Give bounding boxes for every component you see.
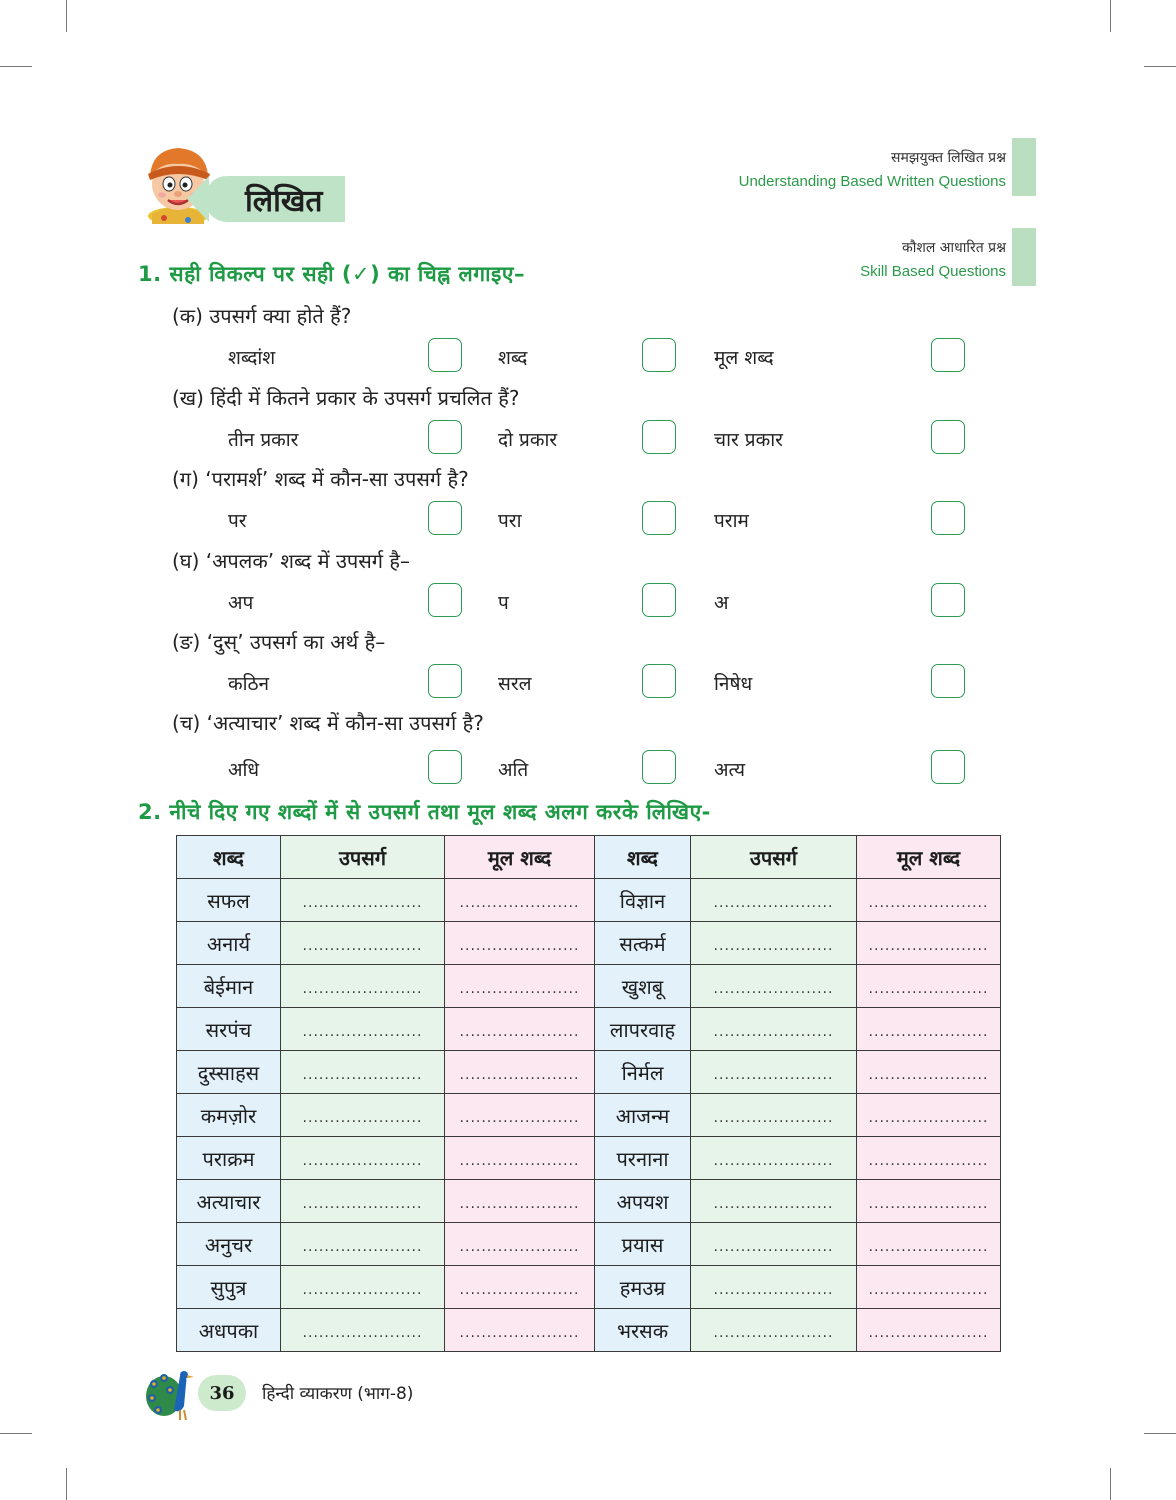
blank-line: ...................... <box>868 1239 989 1255</box>
tag-english: Skill Based Questions <box>860 263 1006 280</box>
word-cell <box>177 1223 281 1266</box>
option-label: अ <box>714 592 729 614</box>
answer-checkbox[interactable] <box>428 501 462 535</box>
sub-question: (घ) ‘अपलक’ शब्द में उपसर्ग है– <box>172 549 411 573</box>
tag-hindi: समझयुक्त लिखित प्रश्न <box>891 150 1006 166</box>
option-label: पर <box>228 510 247 532</box>
table-row <box>177 1223 1001 1266</box>
answer-checkbox[interactable] <box>931 583 965 617</box>
word-text: विज्ञान <box>619 888 666 913</box>
question-1-title: 1. सही विकल्प पर सही (✓) का चिह्न लगाइए– <box>138 262 525 286</box>
word-cell <box>177 1137 281 1180</box>
crop-mark <box>1144 66 1176 67</box>
blank-line: ...................... <box>868 1153 989 1169</box>
prefix-answer-blank[interactable] <box>691 1180 857 1223</box>
word-text: बेईमान <box>203 974 254 999</box>
blank-line: ...................... <box>459 981 580 997</box>
answer-checkbox[interactable] <box>642 501 676 535</box>
prefix-answer-blank[interactable] <box>281 1137 445 1180</box>
answer-checkbox[interactable] <box>931 501 965 535</box>
root-answer-blank[interactable] <box>445 965 595 1008</box>
answer-checkbox[interactable] <box>642 338 676 372</box>
answer-checkbox[interactable] <box>428 420 462 454</box>
root-answer-blank[interactable] <box>857 1008 1001 1051</box>
prefix-answer-blank[interactable] <box>691 879 857 922</box>
option-label: कठिन <box>228 673 270 695</box>
blank-line: ...................... <box>459 1024 580 1040</box>
word-cell <box>595 1309 691 1352</box>
root-answer-blank[interactable] <box>445 1008 595 1051</box>
sub-question: (ग) ‘परामर्श’ शब्द में कौन-सा उपसर्ग है? <box>172 467 469 491</box>
word-text: सत्कर्म <box>619 931 666 956</box>
word-cell <box>177 922 281 965</box>
crop-mark <box>1110 0 1111 32</box>
table-row <box>177 1266 1001 1309</box>
blank-line: ...................... <box>459 1110 580 1126</box>
word-text: आजन्म <box>615 1103 670 1128</box>
word-cell <box>177 1008 281 1051</box>
crop-mark <box>0 66 32 67</box>
prefix-answer-blank[interactable] <box>281 1309 445 1352</box>
answer-checkbox[interactable] <box>642 664 676 698</box>
option-label: अति <box>498 759 529 781</box>
blank-line: ...................... <box>713 1196 834 1212</box>
table-row <box>177 1094 1001 1137</box>
word-cell <box>177 1309 281 1352</box>
root-answer-blank[interactable] <box>857 965 1001 1008</box>
blank-line: ...................... <box>868 938 989 954</box>
table-row <box>177 1137 1001 1180</box>
blank-line: ...................... <box>868 981 989 997</box>
word-text: प्रयास <box>621 1232 664 1257</box>
root-answer-blank[interactable] <box>445 879 595 922</box>
word-text: अनुचर <box>204 1232 253 1257</box>
word-cell <box>595 1266 691 1309</box>
blank-line: ...................... <box>302 1110 423 1126</box>
root-answer-blank[interactable] <box>857 922 1001 965</box>
blank-line: ...................... <box>302 1024 423 1040</box>
table-row <box>177 1309 1001 1352</box>
option-label: शब्द <box>498 347 528 369</box>
prefix-answer-blank[interactable] <box>691 1094 857 1137</box>
word-text: परनाना <box>616 1146 669 1171</box>
prefix-answer-blank[interactable] <box>691 1223 857 1266</box>
prefix-answer-blank[interactable] <box>691 1137 857 1180</box>
blank-line: ...................... <box>868 1067 989 1083</box>
answer-checkbox[interactable] <box>642 750 676 784</box>
table-row <box>177 879 1001 922</box>
prefix-answer-blank[interactable] <box>281 1051 445 1094</box>
blank-line: ...................... <box>868 1110 989 1126</box>
blank-line: ...................... <box>868 1325 989 1341</box>
blank-line: ...................... <box>459 1239 580 1255</box>
sub-question: (च) ‘अत्याचार’ शब्द में कौन-सा उपसर्ग है? <box>172 711 484 735</box>
blank-line: ...................... <box>302 1196 423 1212</box>
word-cell <box>177 1180 281 1223</box>
blank-line: ...................... <box>302 1325 423 1341</box>
word-text: सरपंच <box>205 1017 252 1042</box>
blank-line: ...................... <box>713 1325 834 1341</box>
root-answer-blank[interactable] <box>445 922 595 965</box>
word-text: भरसक <box>616 1318 669 1343</box>
blank-line: ...................... <box>713 1024 834 1040</box>
root-answer-blank[interactable] <box>445 1223 595 1266</box>
root-answer-blank[interactable] <box>445 1180 595 1223</box>
root-answer-blank[interactable] <box>445 1266 595 1309</box>
root-answer-blank[interactable] <box>857 1180 1001 1223</box>
word-cell <box>595 1137 691 1180</box>
root-answer-blank[interactable] <box>857 1137 1001 1180</box>
header-prefix: उपसर्ग <box>281 836 445 879</box>
blank-line: ...................... <box>713 1282 834 1298</box>
option-label: दो प्रकार <box>498 429 558 451</box>
root-answer-blank[interactable] <box>445 1051 595 1094</box>
table-row <box>177 1008 1001 1051</box>
root-answer-blank[interactable] <box>857 879 1001 922</box>
word-text: सफल <box>207 888 250 913</box>
prefix-answer-blank[interactable] <box>691 1266 857 1309</box>
word-cell <box>595 965 691 1008</box>
option-label: सरल <box>498 673 532 695</box>
section-label: लिखित <box>245 183 323 219</box>
word-text: लापरवाह <box>609 1017 676 1042</box>
word-text: पराक्रम <box>202 1146 255 1171</box>
root-answer-blank[interactable] <box>857 1309 1001 1352</box>
root-answer-blank[interactable] <box>445 1094 595 1137</box>
table-row <box>177 965 1001 1008</box>
blank-line: ...................... <box>302 1282 423 1298</box>
word-text: दुस्साहस <box>197 1060 260 1085</box>
prefix-answer-blank[interactable] <box>281 922 445 965</box>
option-label: अत्य <box>714 759 746 781</box>
blank-line: ...................... <box>868 1196 989 1212</box>
option-label: चार प्रकार <box>714 429 783 451</box>
answer-checkbox[interactable] <box>931 750 965 784</box>
word-text: अधपका <box>198 1318 259 1343</box>
prefix-answer-blank[interactable] <box>691 965 857 1008</box>
section-banner <box>205 176 345 222</box>
prefix-answer-blank[interactable] <box>691 1008 857 1051</box>
word-cell <box>595 922 691 965</box>
answer-checkbox[interactable] <box>931 420 965 454</box>
option-label: परा <box>498 510 522 532</box>
sub-question: (क) उपसर्ग क्या होते हैं? <box>172 304 352 328</box>
blank-line: ...................... <box>302 895 423 911</box>
word-cell <box>595 1008 691 1051</box>
crop-mark <box>1144 1433 1176 1434</box>
answer-checkbox[interactable] <box>642 420 676 454</box>
peacock-icon <box>144 1366 200 1420</box>
word-text: अनार्य <box>206 931 251 956</box>
word-cell <box>177 965 281 1008</box>
blank-line: ...................... <box>302 981 423 997</box>
word-text: अपयश <box>616 1189 669 1214</box>
blank-line: ...................... <box>713 1067 834 1083</box>
crop-mark <box>0 1433 32 1434</box>
word-cell <box>595 1223 691 1266</box>
question-2-title: 2. नीचे दिए गए शब्दों में से उपसर्ग तथा मूल शब्द अलग करके लिखिए- <box>138 800 711 824</box>
option-label: मूल शब्द <box>714 347 774 369</box>
table-header-row <box>177 836 1001 879</box>
option-label: शब्दांश <box>228 347 276 369</box>
blank-line: ...................... <box>302 1239 423 1255</box>
prefix-answer-blank[interactable] <box>281 1094 445 1137</box>
blank-line: ...................... <box>459 938 580 954</box>
root-answer-blank[interactable] <box>857 1266 1001 1309</box>
table-row <box>177 1051 1001 1094</box>
word-cell <box>595 1051 691 1094</box>
prefix-answer-blank[interactable] <box>281 1223 445 1266</box>
word-cell <box>177 1094 281 1137</box>
blank-line: ...................... <box>459 1325 580 1341</box>
answer-checkbox[interactable] <box>428 664 462 698</box>
blank-line: ...................... <box>302 938 423 954</box>
header-word: शब्द <box>177 836 281 879</box>
root-answer-blank[interactable] <box>857 1223 1001 1266</box>
book-title: हिन्दी व्याकरण (भाग-8) <box>262 1384 414 1404</box>
prefix-answer-blank[interactable] <box>281 965 445 1008</box>
word-text: सुपुत्र <box>210 1275 247 1300</box>
root-answer-blank[interactable] <box>445 1309 595 1352</box>
word-cell <box>595 1094 691 1137</box>
word-cell <box>595 879 691 922</box>
root-answer-blank[interactable] <box>445 1137 595 1180</box>
option-label: प <box>498 592 509 614</box>
blank-line: ...................... <box>302 1067 423 1083</box>
answer-checkbox[interactable] <box>428 338 462 372</box>
prefix-answer-blank[interactable] <box>281 1266 445 1309</box>
tag-bar <box>1012 228 1036 286</box>
option-label: निषेध <box>714 673 753 695</box>
sub-question: (ङ) ‘दुस्’ उपसर्ग का अर्थ है– <box>172 630 386 654</box>
page-number <box>198 1375 246 1411</box>
word-text: अत्याचार <box>196 1189 261 1214</box>
blank-line: ...................... <box>868 895 989 911</box>
root-answer-blank[interactable] <box>857 1051 1001 1094</box>
tag-bar <box>1012 138 1036 196</box>
answer-checkbox[interactable] <box>428 750 462 784</box>
tag-skill <box>860 238 1034 280</box>
prefix-answer-blank[interactable] <box>281 879 445 922</box>
tag-understanding <box>739 148 1034 190</box>
root-answer-blank[interactable] <box>857 1094 1001 1137</box>
answer-checkbox[interactable] <box>931 338 965 372</box>
prefix-answer-blank[interactable] <box>281 1180 445 1223</box>
page-number-text: 36 <box>209 1382 235 1404</box>
word-text: निर्मल <box>621 1060 664 1085</box>
option-label: अप <box>228 592 254 614</box>
header-prefix: उपसर्ग <box>691 836 857 879</box>
word-cell <box>177 1266 281 1309</box>
option-label: पराम <box>714 510 749 532</box>
blank-line: ...................... <box>868 1282 989 1298</box>
header-root-word: मूल शब्द <box>857 836 1001 879</box>
option-label: तीन प्रकार <box>228 429 299 451</box>
prefix-answer-blank[interactable] <box>281 1008 445 1051</box>
header-word: शब्द <box>595 836 691 879</box>
answer-checkbox[interactable] <box>931 664 965 698</box>
prefix-answer-blank[interactable] <box>691 1051 857 1094</box>
blank-line: ...................... <box>713 1239 834 1255</box>
tag-hindi: कौशल आधारित प्रश्न <box>901 240 1006 256</box>
blank-line: ...................... <box>713 938 834 954</box>
word-cell <box>595 1180 691 1223</box>
answer-checkbox[interactable] <box>428 583 462 617</box>
sub-question: (ख) हिंदी में कितने प्रकार के उपसर्ग प्रचलित हैं? <box>172 386 520 410</box>
blank-line: ...................... <box>713 1153 834 1169</box>
blank-line: ...................... <box>302 1153 423 1169</box>
table-body <box>177 879 1001 1352</box>
word-cell <box>177 879 281 922</box>
blank-line: ...................... <box>459 1153 580 1169</box>
word-cell <box>177 1051 281 1094</box>
word-text: कमज़ोर <box>200 1103 257 1128</box>
header-root-word: मूल शब्द <box>445 836 595 879</box>
blank-line: ...................... <box>713 1110 834 1126</box>
blank-line: ...................... <box>713 895 834 911</box>
word-text: खुशबू <box>621 974 664 999</box>
blank-line: ...................... <box>459 895 580 911</box>
table-row <box>177 922 1001 965</box>
prefix-answer-blank[interactable] <box>691 922 857 965</box>
blank-line: ...................... <box>459 1196 580 1212</box>
blank-line: ...................... <box>459 1067 580 1083</box>
prefix-table <box>176 835 1001 1352</box>
word-text: हमउम्र <box>619 1275 666 1300</box>
blank-line: ...................... <box>868 1024 989 1040</box>
crop-mark <box>66 1468 67 1500</box>
crop-mark <box>66 0 67 32</box>
crop-mark <box>1110 1468 1111 1500</box>
blank-line: ...................... <box>459 1282 580 1298</box>
tag-english: Understanding Based Written Questions <box>738 173 1006 190</box>
prefix-answer-blank[interactable] <box>691 1309 857 1352</box>
table-row <box>177 1180 1001 1223</box>
answer-checkbox[interactable] <box>642 583 676 617</box>
option-label: अधि <box>228 759 260 781</box>
blank-line: ...................... <box>713 981 834 997</box>
